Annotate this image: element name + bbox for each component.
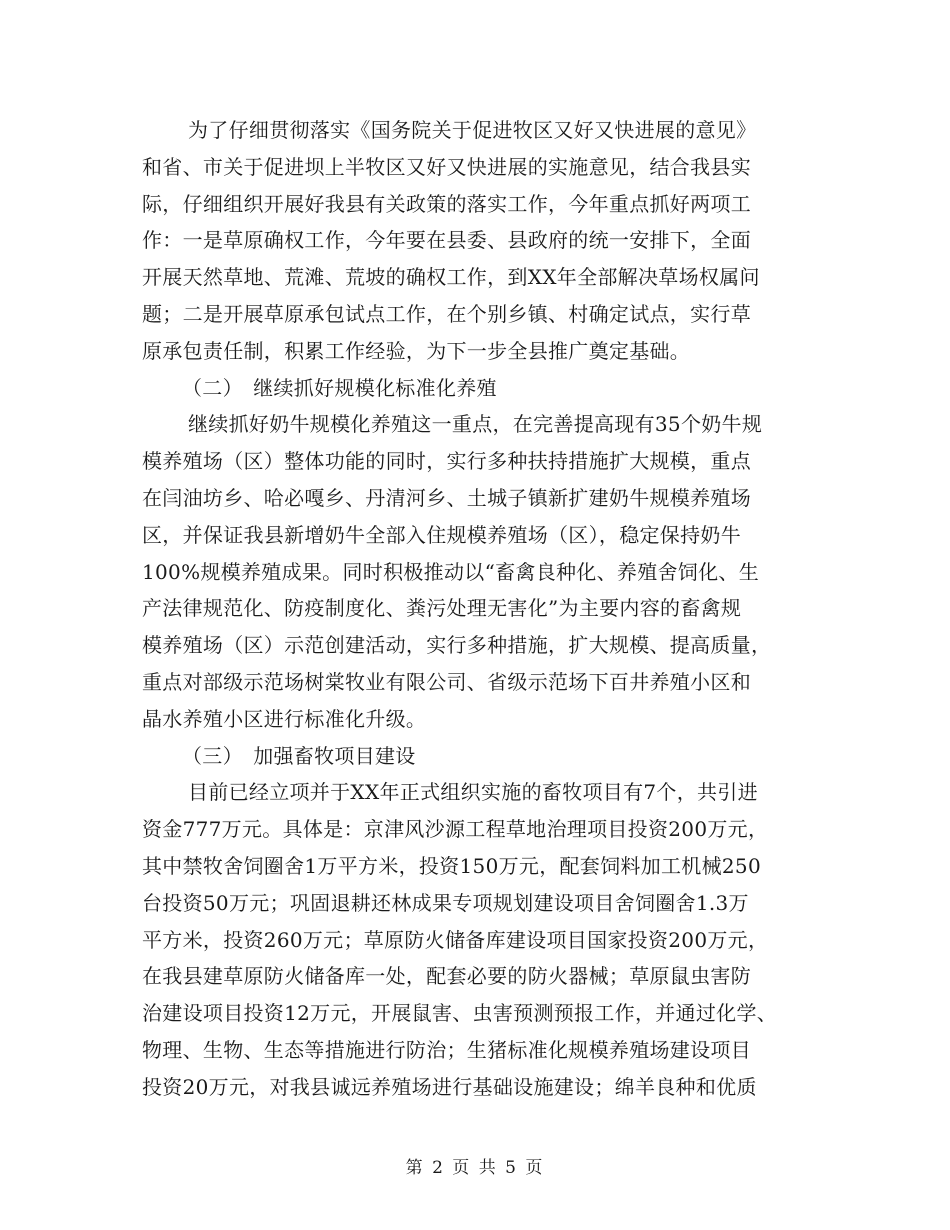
page-number: 第 2 页 共 5 页 <box>405 1158 545 1178</box>
paragraph-line: 模养殖场（区）整体功能的同时，实行多种扶持措施扩大规模，重点 <box>142 449 751 474</box>
section-heading: （二） 继续抓好规模化标准化养殖 <box>182 375 497 400</box>
paragraph-line: 在我县建草原防火储备库一处，配套必要的防火器械；草原鼠虫害防 <box>142 964 751 989</box>
paragraph-line: 继续抓好奶牛规模化养殖这一重点，在完善提高现有35个奶牛规 <box>188 412 763 437</box>
paragraph-line: 作：一是草原确权工作，今年要在县委、县政府的统一安排下，全面 <box>142 228 751 253</box>
paragraph-line: 模养殖场（区）示范创建活动，实行多种措施，扩大规模、提高质量， <box>142 633 772 658</box>
paragraph-line: 为了仔细贯彻落实《国务院关于促进牧区又好又快进展的意见》 <box>188 118 757 142</box>
paragraph-line: 区，并保证我县新增奶牛全部入住规模养殖场（区），稳定保持奶牛 <box>142 522 741 547</box>
paragraph-line: 物理、生物、生态等措施进行防治；生猪标准化规模养殖场建设项目 <box>142 1037 751 1062</box>
paragraph-line: 产法律规范化、防疫制度化、粪污处理无害化”为主要内容的畜禽规 <box>142 596 742 621</box>
paragraph-line: 平方米，投资260万元；草原防火储备库建设项目国家投资200万元， <box>142 927 769 952</box>
paragraph-line: 和省、市关于促进坝上半牧区又好又快进展的实施意见，结合我县实 <box>142 154 751 179</box>
paragraph-line: 开展天然草地、荒滩、荒坡的确权工作，到XX年全部解决草场权属问 <box>142 265 760 290</box>
paragraph-line: 100%规模养殖成果。同时积极推动以“畜禽良种化、养殖舍饲化、生 <box>142 559 760 584</box>
paragraph-line: 台投资50万元；巩固退耕还林成果专项规划建设项目舍饲圈舍1.3万 <box>142 890 749 915</box>
paragraph-line: 在闫油坊乡、哈必嘎乡、丹清河乡、土城子镇新扩建奶牛规模养殖场 <box>142 485 751 510</box>
paragraph-line: 目前已经立项并于XX年正式组织实施的畜牧项目有7个，共引进 <box>188 780 758 805</box>
paragraph-line: 题；二是开展草原承包试点工作，在个别乡镇、村确定试点，实行草 <box>142 301 751 326</box>
paragraph-line: 原承包责任制，积累工作经验，为下一步全县推广奠定基础。 <box>142 338 691 363</box>
paragraph-line: 晶水养殖小区进行标准化升级。 <box>142 706 427 731</box>
paragraph-line: 际，仔细组织开展好我县有关政策的落实工作，今年重点抓好两项工 <box>142 191 751 216</box>
paragraph-line: 投资20万元，对我县诚远养殖场进行基础设施建设；绵羊良种和优质 <box>142 1074 757 1099</box>
paragraph-line: 治建设项目投资12万元，开展鼠害、虫害预测预报工作，并通过化学、 <box>142 1001 778 1026</box>
paragraph-line: 重点对部级示范场树棠牧业有限公司、省级示范场下百井养殖小区和 <box>142 669 751 694</box>
paragraph-line: 其中禁牧舍饲圈舍1万平方米，投资150万元，配套饲料加工机械250 <box>142 853 761 878</box>
paragraph-line: 资金777万元。具体是：京津风沙源工程草地治理项目投资200万元， <box>142 817 769 842</box>
document-body <box>142 112 832 1106</box>
section-heading: （三） 加强畜牧项目建设 <box>182 743 416 768</box>
